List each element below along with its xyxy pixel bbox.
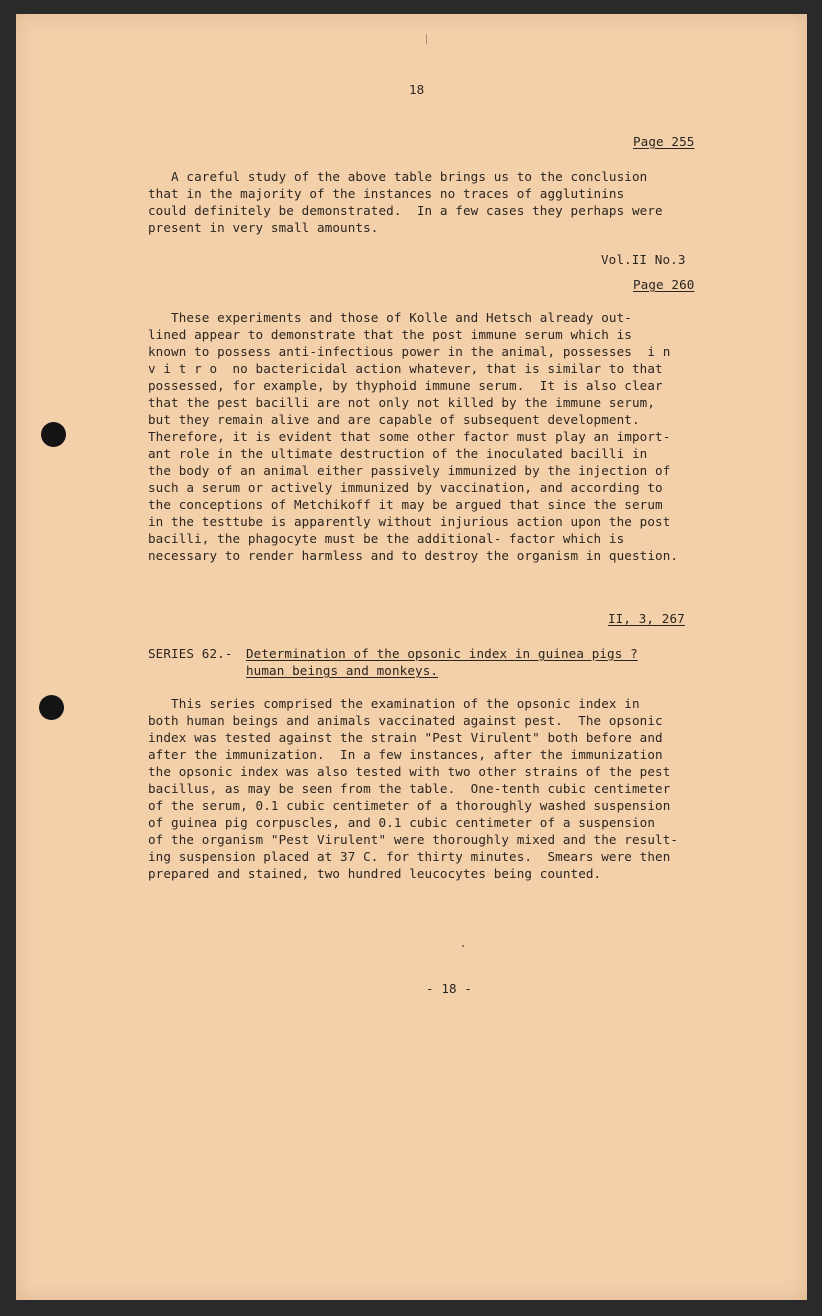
text-line: in the testtube is apparently without injurious action upon the post bbox=[148, 514, 671, 529]
series-title-line-1: Determination of the opsonic index in guinea pigs ? bbox=[246, 646, 638, 661]
text-line: after the immunization. In a few instances, after the immunization bbox=[148, 747, 663, 762]
paper-mark bbox=[426, 34, 427, 44]
text-line: of the serum, 0.1 cubic centimeter of a thoroughly washed suspension bbox=[148, 798, 671, 813]
text-line: A careful study of the above table brings us to the conclusion bbox=[148, 169, 648, 184]
page-number-bottom: - 18 - bbox=[426, 981, 473, 996]
text-line: possessed, for example, by thyphoid immune serum. It is also clear bbox=[148, 378, 663, 393]
text-line: Therefore, it is evident that some other factor must play an import- bbox=[148, 429, 671, 444]
text-line: that the pest bacilli are not only not killed by the immune serum, bbox=[148, 395, 656, 410]
punch-hole-upper bbox=[41, 422, 66, 447]
text-line: could definitely be demonstrated. In a few cases they perhaps were bbox=[148, 203, 663, 218]
text-line: the opsonic index was also tested with two other strains of the pest bbox=[148, 764, 671, 779]
paper-speck bbox=[462, 945, 464, 947]
text-line: v i t r o no bactericidal action whatever, that is similar to that bbox=[148, 361, 663, 376]
paper-sheet bbox=[16, 14, 807, 1300]
text-line: such a serum or actively immunized by vaccination, and according to bbox=[148, 480, 663, 495]
text-line: necessary to render harmless and to destroy the organism in question. bbox=[148, 548, 679, 563]
text-line: prepared and stained, two hundred leucocytes being counted. bbox=[148, 866, 602, 881]
text-line: but they remain alive and are capable of subsequent development. bbox=[148, 412, 640, 427]
text-line: index was tested against the strain "Pest Virulent" both before and bbox=[148, 730, 663, 745]
page-number-top: 18 bbox=[409, 82, 425, 97]
text-line: both human beings and animals vaccinated against pest. The opsonic bbox=[148, 713, 663, 728]
reference-ii-3-267: II, 3, 267 bbox=[608, 611, 685, 626]
text-line: present in very small amounts. bbox=[148, 220, 379, 235]
text-line: This series comprised the examination of the opsonic index in bbox=[148, 696, 640, 711]
text-line: ing suspension placed at 37 C. for thirty minutes. Smears were then bbox=[148, 849, 671, 864]
text-line: known to possess anti-infectious power in the animal, possesses i n bbox=[148, 344, 671, 359]
reference-page-260: Page 260 bbox=[633, 277, 695, 292]
text-line: of the organism "Pest Virulent" were thoroughly mixed and the result- bbox=[148, 832, 679, 847]
text-line: bacilli, the phagocyte must be the additional- factor which is bbox=[148, 531, 625, 546]
reference-volume: Vol.II No.3 bbox=[601, 252, 686, 267]
text-line: of guinea pig corpuscles, and 0.1 cubic centimeter of a suspension bbox=[148, 815, 656, 830]
reference-page-255: Page 255 bbox=[633, 134, 695, 149]
series-label: SERIES 62.- bbox=[148, 646, 233, 661]
punch-hole-lower bbox=[39, 695, 64, 720]
text-line: the conceptions of Metchikoff it may be argued that since the serum bbox=[148, 497, 663, 512]
text-line: ant role in the ultimate destruction of the inoculated bacilli in bbox=[148, 446, 648, 461]
text-line: the body of an animal either passively immunized by the injection of bbox=[148, 463, 671, 478]
series-title-line-2: human beings and monkeys. bbox=[246, 663, 439, 678]
text-line: These experiments and those of Kolle and Hetsch already out- bbox=[148, 310, 632, 325]
text-line: that in the majority of the instances no traces of agglutinins bbox=[148, 186, 625, 201]
text-line: bacillus, as may be seen from the table. One-tenth cubic centimeter bbox=[148, 781, 671, 796]
text-line: lined appear to demonstrate that the post immune serum which is bbox=[148, 327, 632, 342]
